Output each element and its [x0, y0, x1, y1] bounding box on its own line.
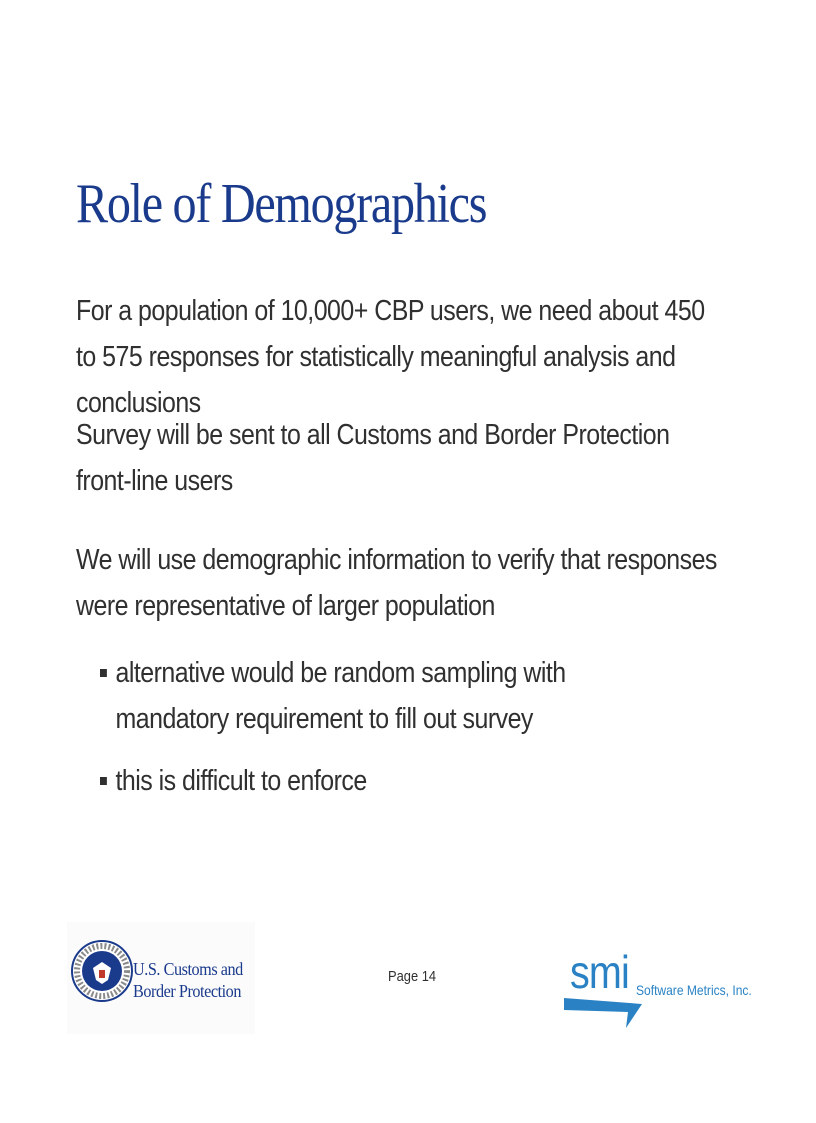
- agency-name-line2: Border Protection: [133, 981, 241, 1001]
- page-number: Page 14: [388, 968, 437, 985]
- bullet-text: this is difficult to enforce: [115, 765, 367, 797]
- cbp-logo: [67, 922, 255, 1034]
- agency-name-line1: U.S. Customs and: [133, 959, 243, 979]
- bullet-item: [100, 758, 650, 804]
- paragraph-survey-recipients: Survey will be sent to all Customs and Border Protection front-line users: [76, 419, 670, 497]
- smi-swoosh-icon: [564, 994, 644, 1028]
- dhs-seal-icon: [71, 940, 133, 1002]
- bullet-item: [100, 650, 650, 742]
- bullet-text: alternative would be random sampling with mandatory requirement to fill out survey: [115, 657, 566, 735]
- smi-logo: [564, 944, 764, 1028]
- paragraph-demographics: We will use demographic information to verify that responses were representative of larger population: [76, 544, 717, 622]
- smi-logo-text: smi: [570, 946, 629, 998]
- square-bullet-icon: [100, 777, 107, 785]
- company-name: Software Metrics, Inc.: [636, 982, 752, 998]
- square-bullet-icon: [100, 669, 107, 677]
- slide-title: Role of Demographics: [76, 173, 487, 235]
- agency-name: [133, 958, 243, 1002]
- paragraph-population: For a population of 10,000+ CBP users, we need about 450 to 575 responses for statistically meaningful analysis and conclusions: [76, 295, 705, 419]
